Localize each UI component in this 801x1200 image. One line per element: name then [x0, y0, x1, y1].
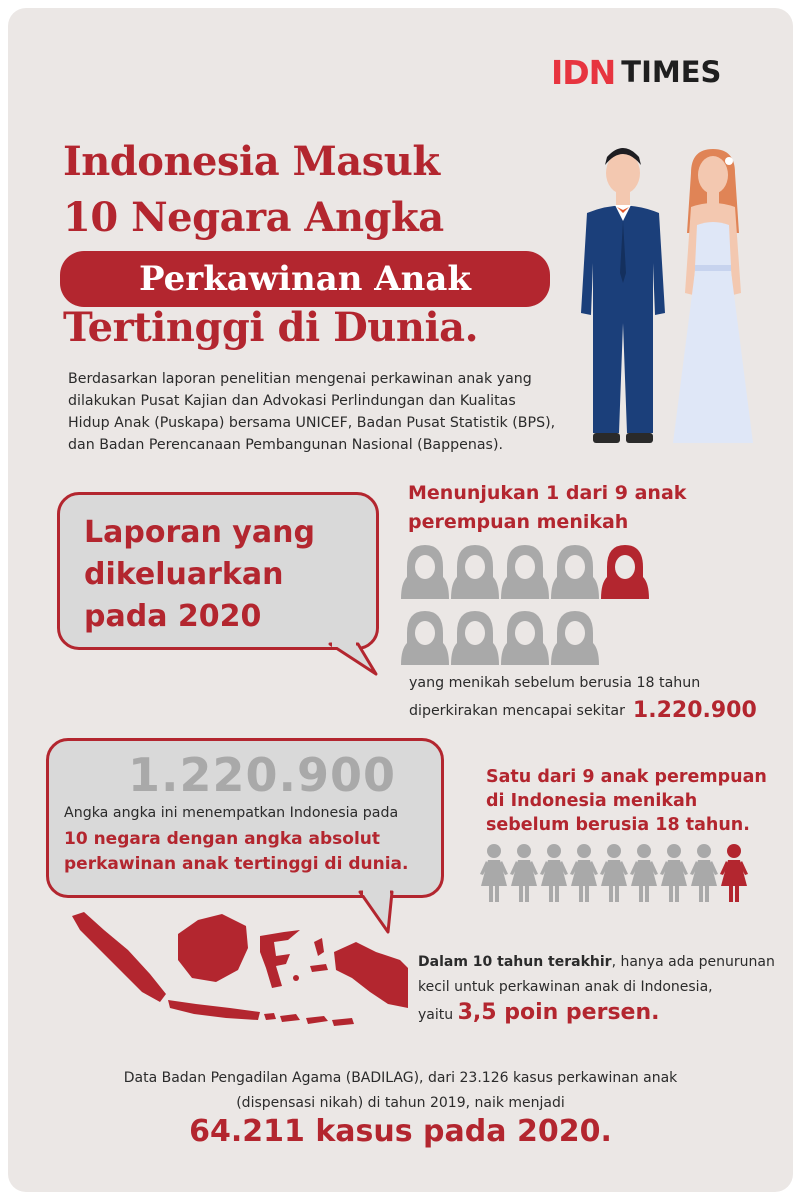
hijab-woman-icon [451, 545, 499, 599]
before-18-text: yang menikah sebelum berusia 18 tahun [409, 675, 701, 691]
title-line-1: Indonesia Masuk [63, 138, 440, 185]
badilag-text [8, 1066, 793, 1116]
estimate-value: 1.220.900 [632, 698, 757, 723]
one-of-nine-line: Menunjukan 1 dari 9 anak [408, 482, 687, 504]
girl-icon-highlighted [720, 844, 748, 902]
stat-highlight [64, 827, 408, 877]
report-line: Laporan yang [84, 515, 315, 550]
estimate-text: diperkirakan mencapai sekitar [409, 702, 625, 719]
stat-description: Angka angka ini menempatkan Indonesia pada [64, 805, 399, 821]
logo-times: TIMES [621, 55, 722, 89]
one-of-nine-line: perempuan menikah [408, 511, 629, 533]
badilag-line: Data Badan Pengadilan Agama (BADILAG), dari 23.126 kasus perkawinan anak [123, 1070, 678, 1086]
report-line: dikeluarkan [84, 557, 284, 592]
decade-text [418, 950, 775, 1028]
badilag-line: (dispensasi nikah) di tahun 2019, naik menjadi [236, 1095, 565, 1111]
idn-times-logo [551, 52, 721, 92]
infographic-canvas [8, 8, 793, 1192]
hijab-woman-icon [501, 611, 549, 665]
girl-icon [540, 844, 568, 902]
title-line-2: 10 Negara Angka [63, 194, 444, 241]
intro-line: Berdasarkan laporan penelitian mengenai perkawinan anak yang [68, 371, 532, 387]
report-line: pada 2020 [84, 599, 262, 634]
bride-icon [673, 149, 753, 443]
girl-icon [690, 844, 718, 902]
estimate-line [409, 698, 757, 723]
girl-icon [510, 844, 538, 902]
satu-line: Satu dari 9 anak perempuan [486, 767, 767, 787]
hijab-woman-icon [451, 611, 499, 665]
hijab-woman-icon [401, 545, 449, 599]
final-statistic: 64.211 kasus pada 2020. [189, 1114, 612, 1149]
decade-bold: Dalam 10 tahun terakhir [418, 954, 612, 970]
satu-line: sebelum berusia 18 tahun. [486, 815, 750, 835]
satu-dari-9-heading [486, 765, 767, 837]
decade-line-1 [418, 950, 775, 975]
girl-icon [600, 844, 628, 902]
intro-line: Hidup Anak (Puskapa) bersama UNICEF, Badan Pusat Statistik (BPS), [68, 415, 556, 431]
decade-line-2: kecil untuk perkawinan anak di Indonesia, [418, 979, 713, 995]
title-highlight: Perkawinan Anak [60, 251, 550, 307]
indonesia-map [70, 908, 410, 1028]
title-line-4: Tertinggi di Dunia. [63, 304, 478, 351]
hijab-woman-icon [551, 611, 599, 665]
hijab-woman-icon [551, 545, 599, 599]
hijab-woman-icon-grid [403, 543, 663, 673]
decade-line-3 [418, 1000, 775, 1028]
intro-line: dilakukan Pusat Kajian dan Advokasi Perlindungan dan Kualitas [68, 393, 516, 409]
girl-icon [660, 844, 688, 902]
intro-paragraph [68, 368, 608, 456]
decade-value: 3,5 poin persen. [457, 1000, 660, 1025]
stat-highlight-line: 10 negara dengan angka absolut [64, 829, 381, 849]
decade-rest: , hanya ada penurunan [611, 954, 775, 970]
stat-big-number: 1.220.900 [128, 748, 396, 802]
satu-line: di Indonesia menikah [486, 791, 698, 811]
intro-line: dan Badan Perencanaan Pembangunan Nasional (Bappenas). [68, 437, 503, 453]
decade-prefix: yaitu [418, 1007, 454, 1023]
logo-idn: IDN [551, 52, 616, 92]
report-bubble-tail [328, 646, 388, 681]
girl-icon [630, 844, 658, 902]
girl-icon [570, 844, 598, 902]
girl-icon [480, 844, 508, 902]
hijab-woman-icon [401, 611, 449, 665]
one-of-nine-heading [408, 479, 748, 537]
stat-highlight-line: perkawinan anak tertinggi di dunia. [64, 854, 409, 874]
report-text [84, 512, 384, 638]
hijab-woman-icon [501, 545, 549, 599]
girl-icon-row [482, 844, 772, 908]
hijab-woman-icon-highlighted [601, 545, 649, 599]
